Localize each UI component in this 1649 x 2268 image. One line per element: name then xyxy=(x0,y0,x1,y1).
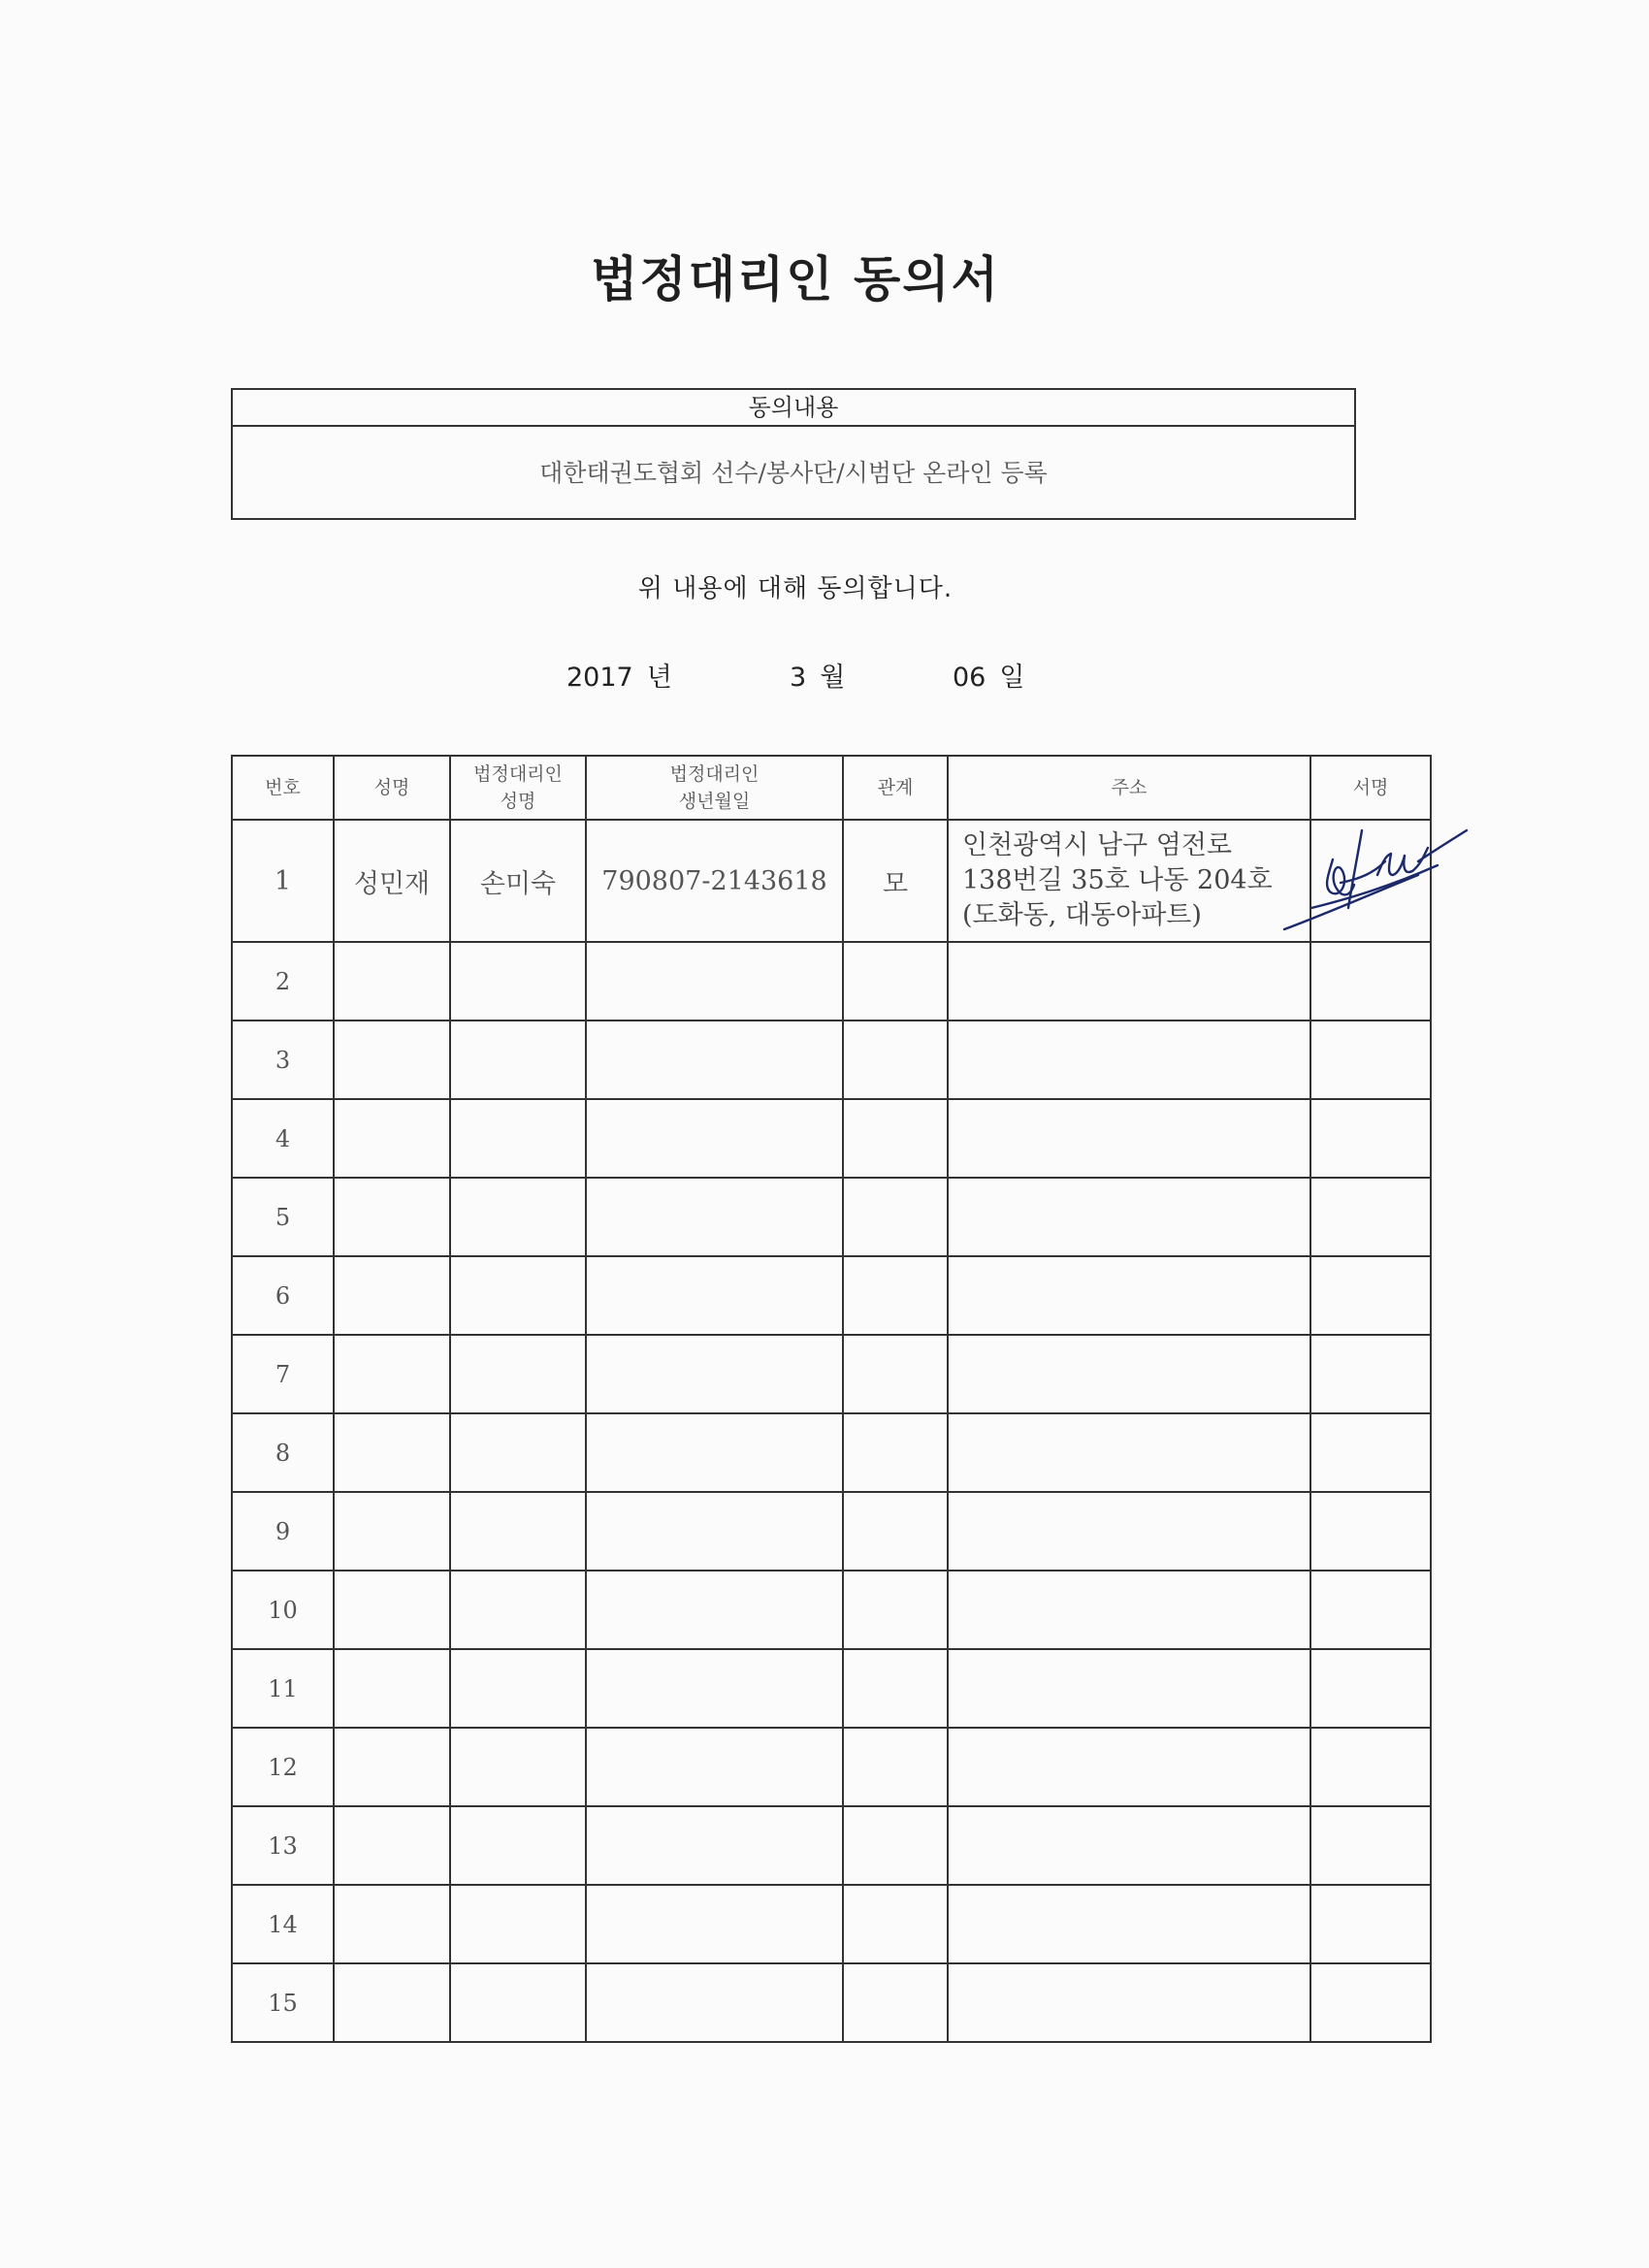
row-no: 10 xyxy=(232,1571,334,1649)
row-relation xyxy=(843,1806,948,1885)
row-guardian-name xyxy=(450,1492,586,1571)
row-signature xyxy=(1310,1256,1431,1335)
row-signature xyxy=(1310,1099,1431,1178)
header-address: 주소 xyxy=(948,756,1310,820)
row-signature xyxy=(1310,1413,1431,1492)
row-name xyxy=(334,1335,450,1413)
agreement-statement: 위 내용에 대해 동의합니다. xyxy=(637,574,954,603)
row-no: 3 xyxy=(232,1021,334,1099)
row-relation: 모 xyxy=(843,820,948,942)
row-relation xyxy=(843,1099,948,1178)
row-no: 2 xyxy=(232,942,334,1021)
row-signature xyxy=(1310,1885,1431,1963)
table-row xyxy=(232,1021,1431,1099)
address-line-2: 138번길 35호 나동 204호 xyxy=(962,865,1273,895)
row-name xyxy=(334,1728,450,1806)
row-signature xyxy=(1310,1021,1431,1099)
row-guardian-birth xyxy=(586,1885,843,1963)
row-address xyxy=(948,942,1310,1021)
consent-text: 대한태권도협회 선수/봉사단/시범단 온라인 등록 xyxy=(539,459,1048,487)
row-name xyxy=(334,1413,450,1492)
row-signature xyxy=(1310,1178,1431,1256)
row-guardian-birth xyxy=(586,1335,843,1413)
row-address xyxy=(948,1178,1310,1256)
row-no: 4 xyxy=(232,1099,334,1178)
table-row xyxy=(232,1571,1431,1649)
row-relation xyxy=(843,1256,948,1335)
row-guardian-birth xyxy=(586,1256,843,1335)
header-name: 성명 xyxy=(334,756,450,820)
row-signature xyxy=(1310,942,1431,1021)
row-guardian-name xyxy=(450,1963,586,2042)
row-name xyxy=(334,1963,450,2042)
row-no: 8 xyxy=(232,1413,334,1492)
date-day-unit: 일 xyxy=(999,663,1025,693)
date-year xyxy=(566,656,672,694)
table-row xyxy=(232,1178,1431,1256)
row-relation xyxy=(843,1885,948,1963)
row-signature xyxy=(1310,1806,1431,1885)
table-row xyxy=(232,820,1431,942)
row-no: 13 xyxy=(232,1806,334,1885)
row-name xyxy=(334,1492,450,1571)
row-address xyxy=(948,1885,1310,1963)
row-guardian-birth xyxy=(586,1178,843,1256)
row-no: 14 xyxy=(232,1885,334,1963)
row-relation xyxy=(843,1728,948,1806)
date-year-value: 2017 xyxy=(566,663,633,693)
date-month-unit: 월 xyxy=(820,663,846,693)
header-no: 번호 xyxy=(232,756,334,820)
row-address xyxy=(948,1413,1310,1492)
table-header-row xyxy=(232,756,1431,820)
row-signature xyxy=(1310,1649,1431,1728)
row-guardian-name xyxy=(450,1413,586,1492)
row-guardian-birth xyxy=(586,1571,843,1649)
row-relation xyxy=(843,1178,948,1256)
row-guardian-name xyxy=(450,942,586,1021)
address-line-1: 인천광역시 남구 염전로 xyxy=(962,830,1232,860)
row-no: 15 xyxy=(232,1963,334,2042)
row-address xyxy=(948,1492,1310,1571)
row-no: 6 xyxy=(232,1256,334,1335)
row-guardian-name xyxy=(450,1099,586,1178)
row-guardian-birth xyxy=(586,1021,843,1099)
table-row xyxy=(232,1335,1431,1413)
row-name xyxy=(334,1885,450,1963)
row-guardian-name xyxy=(450,1256,586,1335)
row-guardian-name xyxy=(450,1649,586,1728)
row-guardian-name xyxy=(450,1885,586,1963)
row-guardian-name xyxy=(450,1728,586,1806)
row-guardian-birth xyxy=(586,1728,843,1806)
table-row xyxy=(232,1963,1431,2042)
guardian-registration-table xyxy=(231,755,1432,2043)
date-month-value: 3 xyxy=(790,663,807,693)
row-guardian-name xyxy=(450,1178,586,1256)
row-name xyxy=(334,942,450,1021)
table-row xyxy=(232,1413,1431,1492)
row-address xyxy=(948,1649,1310,1728)
date-day xyxy=(953,656,1024,694)
row-guardian-name xyxy=(450,1335,586,1413)
row-name xyxy=(334,1099,450,1178)
header-guardian-birth-line1: 법정대리인 xyxy=(669,763,760,785)
row-signature xyxy=(1310,1728,1431,1806)
row-relation xyxy=(843,1413,948,1492)
row-no: 5 xyxy=(232,1178,334,1256)
row-address xyxy=(948,1728,1310,1806)
header-guardian-name xyxy=(450,756,586,820)
row-no: 9 xyxy=(232,1492,334,1571)
row-signature xyxy=(1310,1492,1431,1571)
row-guardian-birth xyxy=(586,1099,843,1178)
header-relation: 관계 xyxy=(843,756,948,820)
row-name xyxy=(334,1571,450,1649)
header-guardian-birth-line2: 생년월일 xyxy=(678,791,751,812)
table-row xyxy=(232,1806,1431,1885)
row-guardian-birth xyxy=(586,1963,843,2042)
table-row xyxy=(232,942,1431,1021)
row-relation xyxy=(843,1492,948,1571)
header-guardian-name-line2: 성명 xyxy=(500,791,536,812)
row-signature xyxy=(1310,1571,1431,1649)
row-relation xyxy=(843,1021,948,1099)
document-title: 법정대리인 동의서 xyxy=(591,251,1000,308)
row-guardian-name xyxy=(450,1021,586,1099)
row-relation xyxy=(843,1571,948,1649)
row-guardian-name: 손미숙 xyxy=(450,820,586,942)
row-guardian-birth xyxy=(586,1806,843,1885)
row-relation xyxy=(843,1649,948,1728)
table-row xyxy=(232,1492,1431,1571)
row-guardian-birth xyxy=(586,1413,843,1492)
header-guardian-name-line1: 법정대리인 xyxy=(473,763,563,785)
row-signature xyxy=(1310,1963,1431,2042)
consent-header: 동의내용 xyxy=(233,390,1354,427)
row-signature xyxy=(1310,820,1431,942)
row-address xyxy=(948,1099,1310,1178)
row-address xyxy=(948,820,1310,942)
date-year-unit: 년 xyxy=(646,663,672,693)
handwritten-signature xyxy=(1273,815,1486,941)
address-line-3: (도화동, 대동아파트) xyxy=(962,900,1202,930)
row-guardian-name xyxy=(450,1806,586,1885)
row-guardian-birth xyxy=(586,942,843,1021)
date-day-value: 06 xyxy=(953,663,986,693)
row-name xyxy=(334,1021,450,1099)
row-address xyxy=(948,1571,1310,1649)
table-row xyxy=(232,1728,1431,1806)
row-address xyxy=(948,1256,1310,1335)
table-row xyxy=(232,1099,1431,1178)
table-row xyxy=(232,1256,1431,1335)
row-relation xyxy=(843,1335,948,1413)
row-address xyxy=(948,1806,1310,1885)
row-no: 12 xyxy=(232,1728,334,1806)
date-month xyxy=(790,656,845,694)
consent-content-box xyxy=(231,388,1356,520)
table-row xyxy=(232,1649,1431,1728)
row-address xyxy=(948,1335,1310,1413)
row-relation xyxy=(843,942,948,1021)
row-name xyxy=(334,1178,450,1256)
row-guardian-birth xyxy=(586,1492,843,1571)
row-no: 7 xyxy=(232,1335,334,1413)
header-guardian-birth xyxy=(586,756,843,820)
row-no: 1 xyxy=(232,820,334,942)
row-no: 11 xyxy=(232,1649,334,1728)
row-address xyxy=(948,1963,1310,2042)
row-guardian-name xyxy=(450,1571,586,1649)
row-name xyxy=(334,1649,450,1728)
row-guardian-birth xyxy=(586,1649,843,1728)
row-relation xyxy=(843,1963,948,2042)
row-name: 성민재 xyxy=(334,820,450,942)
row-signature xyxy=(1310,1335,1431,1413)
row-name xyxy=(334,1256,450,1335)
row-address xyxy=(948,1021,1310,1099)
row-name xyxy=(334,1806,450,1885)
header-signature: 서명 xyxy=(1310,756,1431,820)
row-guardian-birth: 790807-2143618 xyxy=(586,820,843,942)
table-row xyxy=(232,1885,1431,1963)
